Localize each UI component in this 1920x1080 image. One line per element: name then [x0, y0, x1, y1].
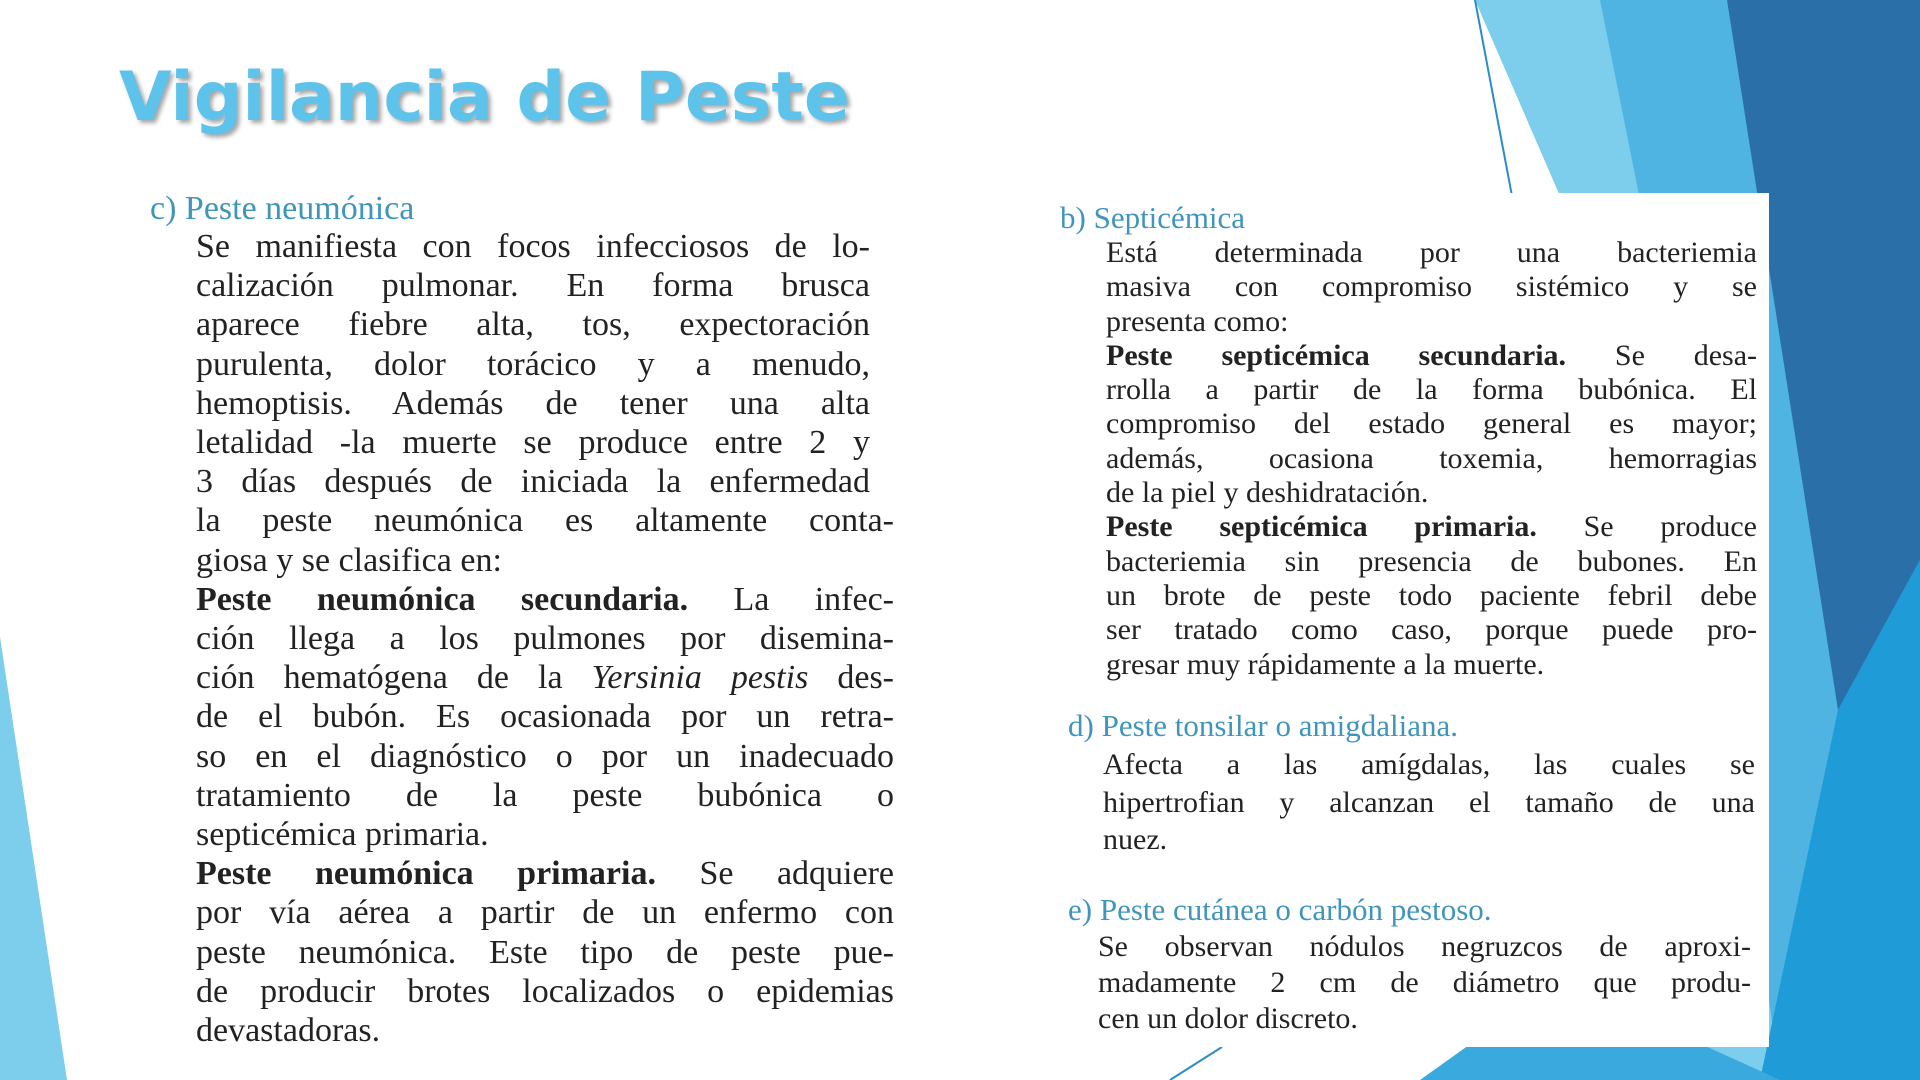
text-line — [196, 1011, 894, 1050]
text-line — [1106, 545, 1757, 579]
text-line — [196, 893, 894, 932]
text-segment: Se adquiere — [655, 855, 894, 893]
text-segment: madamente 2 cm de diámetro que produ- — [1098, 966, 1751, 999]
text-line — [1106, 648, 1757, 682]
text-line — [196, 737, 894, 776]
text-segment: purulenta, dolor torácico y a menudo, — [196, 345, 870, 383]
text-segment: compromiso del estado general es mayor; — [1106, 407, 1757, 441]
text-segment: Se desa- — [1566, 338, 1758, 372]
text-segment: de la piel y deshidratación. — [1106, 476, 1429, 510]
heading-peste-neumonica: c) Peste neumónica — [150, 190, 415, 227]
text-line — [196, 619, 894, 658]
text-segment: la peste neumónica es altamente conta- — [196, 502, 894, 540]
text-segment: gresar muy rápidamente a la muerte. — [1106, 647, 1545, 681]
text-peste-tonsilar — [1103, 746, 1755, 859]
text-segment: ción hematógena de la — [196, 659, 592, 697]
text-segment: calización pulmonar. En forma brusca — [196, 267, 870, 305]
text-line — [1106, 476, 1757, 510]
text-line — [1098, 965, 1751, 1001]
text-line — [196, 305, 870, 344]
text-line — [196, 384, 870, 423]
text-line — [196, 580, 894, 619]
text-line — [1106, 579, 1757, 613]
left-accent-shape — [0, 637, 67, 1080]
text-line — [1106, 510, 1757, 544]
text-segment: rrolla a partir de la forma bubónica. El — [1106, 373, 1757, 407]
text-segment: La infec- — [688, 580, 894, 618]
text-line — [1106, 613, 1757, 647]
text-line — [196, 423, 870, 462]
text-line — [196, 815, 894, 854]
heading-septicemica: b) Septicémica — [1060, 200, 1246, 235]
text-segment: de el bubón. Es ocasionada por un retra- — [196, 698, 894, 736]
text-line — [1106, 373, 1757, 407]
text-segment: cen un dolor discreto. — [1098, 1002, 1358, 1035]
text-segment: presenta como: — [1106, 304, 1289, 338]
heading-peste-tonsilar: d) Peste tonsilar o amigdaliana. — [1068, 708, 1458, 743]
bold-term: Peste septicémica secundaria. — [1106, 338, 1567, 372]
text-line — [196, 501, 894, 540]
text-line — [1103, 746, 1755, 784]
text-segment: des- — [808, 659, 894, 697]
text-peste-cutanea — [1098, 929, 1751, 1037]
text-segment: por vía aérea a partir de un enfermo con — [196, 894, 894, 932]
text-line — [196, 854, 894, 893]
text-line — [196, 697, 894, 736]
text-line — [1103, 784, 1755, 822]
text-line — [196, 227, 870, 266]
text-segment: tratamiento de la peste bubónica o — [196, 776, 894, 814]
bottom-accent-line — [1170, 1047, 1222, 1080]
text-line — [1106, 270, 1757, 304]
italic-term: Yersinia pestis — [591, 659, 809, 697]
text-segment: Está determinada por una bacteriemia — [1106, 236, 1757, 269]
text-line — [1098, 1001, 1751, 1037]
text-segment: Se observan nódulos negruzcos de aproxi- — [1098, 930, 1751, 963]
text-segment: bacteriemia sin presencia de bubones. En — [1106, 544, 1757, 578]
bold-term: Peste septicémica primaria. — [1106, 510, 1537, 544]
text-septicemica — [1106, 236, 1757, 682]
text-segment: hipertrofian y alcanzan el tamaño de una — [1103, 785, 1755, 819]
text-line — [196, 462, 870, 501]
text-segment: ción llega a los pulmones por disemina- — [196, 620, 894, 658]
text-line — [196, 776, 894, 815]
text-segment: peste neumónica. Este tipo de peste pue- — [196, 933, 894, 971]
text-line — [1098, 929, 1751, 965]
text-line — [1106, 339, 1757, 373]
text-segment: giosa y se clasifica en: — [196, 541, 502, 579]
text-line — [196, 658, 894, 697]
text-segment: ser tratado como caso, porque puede pro- — [1106, 613, 1757, 647]
text-line — [196, 933, 894, 972]
text-segment: nuez. — [1103, 823, 1168, 856]
text-segment: devastadoras. — [196, 1012, 381, 1050]
text-segment: septicémica primaria. — [196, 816, 489, 854]
text-line — [1106, 305, 1757, 339]
text-segment: Se produce — [1536, 510, 1757, 544]
text-line — [196, 266, 870, 305]
text-segment: hemoptisis. Además de tener una alta — [196, 384, 870, 422]
text-segment: un brote de peste todo paciente febril debe — [1106, 578, 1757, 612]
text-line — [1106, 407, 1757, 441]
text-line — [1106, 442, 1757, 476]
text-line — [1106, 236, 1757, 270]
bold-term: Peste neumónica secundaria. — [196, 580, 689, 618]
text-line — [196, 345, 870, 384]
text-line — [196, 972, 894, 1011]
bold-term: Peste neumónica primaria. — [196, 855, 656, 893]
text-segment: además, ocasiona toxemia, hemorragias — [1106, 441, 1757, 475]
text-line — [196, 541, 894, 580]
text-segment: 3 días después de iniciada la enfermedad — [196, 463, 870, 501]
text-segment: letalidad -la muerte se produce entre 2 y — [196, 424, 870, 462]
text-segment: Afecta a las amígdalas, las cuales se — [1103, 748, 1755, 781]
text-segment: Se manifiesta con focos infecciosos de lo- — [196, 228, 870, 265]
slide-title: Vigilancia de Peste — [119, 58, 851, 137]
text-peste-neumonica — [196, 227, 894, 1050]
text-segment: so en el diagnóstico o por un inadecuado — [196, 737, 894, 775]
text-segment: aparece fiebre alta, tos, expectoración — [196, 306, 870, 344]
text-segment: masiva con compromiso sistémico y se — [1106, 270, 1757, 304]
heading-peste-cutanea: e) Peste cutánea o carbón pestoso. — [1068, 892, 1492, 927]
text-line — [1103, 821, 1755, 859]
text-segment: de producir brotes localizados o epidemias — [196, 972, 894, 1010]
